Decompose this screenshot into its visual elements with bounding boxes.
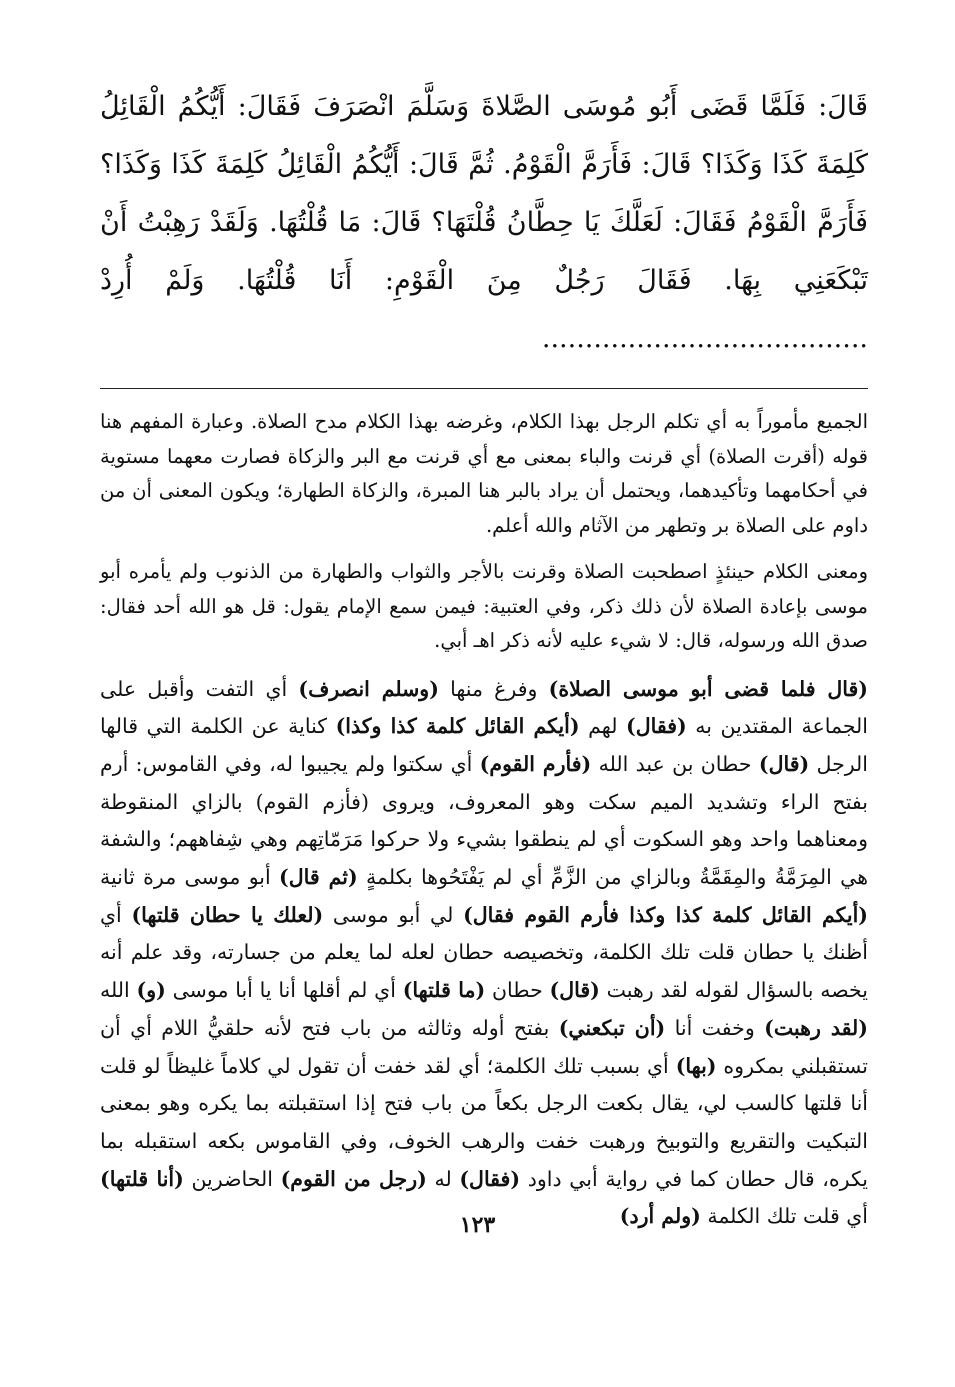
matn-quote: (أنا قلتها) bbox=[100, 1166, 184, 1191]
matn-quote: (ولم أرد) bbox=[619, 1204, 701, 1229]
matn-quote: (أيكم القائل كلمة كذا وكذا فأرم القوم فقال) bbox=[463, 902, 869, 927]
commentary-segment: له bbox=[426, 1166, 460, 1191]
commentary-segment: الحاضرين bbox=[183, 1166, 281, 1191]
footnote-paragraph-2: ومعنى الكلام حينئذٍ اصطحبت الصلاة وقرنت بالأجر والثواب والطهارة من الذنوب ولم يأمره أبو موسى بإعادة الصلاة لأن ذلك ذكر، وفي العتبية: فيمن سمع الإمام يقول: قل هو الله أحد فقال: صدق الله ورسوله، قال: لا شيء عليه لأنه ذكر اهـ أبي. bbox=[100, 560, 868, 652]
commentary-segment: أبو موسى مرة ثانية bbox=[100, 865, 280, 890]
footnote-separator bbox=[100, 388, 868, 389]
commentary-segment: وفرغ منها bbox=[438, 676, 549, 701]
book-page bbox=[100, 78, 868, 1338]
matn-quote: (وسلم انصرف) bbox=[298, 676, 439, 701]
matn-quote: (لقد رهبت) bbox=[764, 1015, 868, 1040]
commentary-segment: كناية عن الكلمة التي قالها الرجل bbox=[100, 714, 868, 776]
footnote-paragraph-1: الجميع مأموراً به أي تكلم الرجل بهذا الكلام، وغرضه بهذا الكلام مدح الصلاة. وعبارة المفهم هنا قوله (أقرت الصلاة) أي قرنت والباء بمعنى مع أي قرنت مع البر والزكاة فصارت معهما مستوية في أحكامهما وتأكيدهما، ويحتمل أن يراد بالبر هنا المبرة، والزكاة الطهارة؛ ويكون المعنى أن من داوم على الصلاة بر وتطهر من الآثام والله أعلم. bbox=[100, 410, 868, 537]
commentary-segment: وخفت أنا bbox=[665, 1015, 765, 1040]
commentary-segment: أي التفت وأقبل على الجماعة المقتدين به bbox=[100, 676, 869, 739]
commentary-segment: أي قلت تلك الكلمة bbox=[700, 1204, 868, 1229]
matn-quote: (فقال) bbox=[626, 714, 687, 739]
matn-quote: (قال فلما قضى أبو موسى الصلاة) bbox=[548, 676, 868, 701]
hadith-text: قَالَ: فَلَمَّا قَضَى أَبُو مُوسَى الصَّلاةَ وَسَلَّمَ انْصَرَفَ فَقَالَ: أَيُّكُمُ الْقَائِلُ كَلِمَةَ كَذَا وَكَذَا؟ قَالَ: فَأَرَمَّ الْقَوْمُ. ثُمَّ قَالَ: أَيُّكُمُ الْقَائِلُ كَلِمَةَ كَذَا وَكَذَا؟ فَأَرَمَّ الْقَوْمُ فَقَالَ: لَعَلَّكَ يَا حِطَّانُ قُلْتَهَا؟ قَالَ: مَا قُلْتُهَا. وَلَقَدْ رَهِبْتُ أَنْ تَبْكَعَنِي بِهَا. فَقَالَ رَجُلٌ مِنَ الْقَوْمِ: أَنَا قُلْتُهَا. وَلَمْ أُرِدْ ...................................... bbox=[100, 91, 868, 354]
commentary-segment: الله bbox=[100, 978, 137, 1003]
matn-quote: (فأرم القوم) bbox=[479, 751, 592, 776]
matn-quote: (ما قلتها) bbox=[402, 978, 486, 1003]
matn-quote: (فقال) bbox=[459, 1166, 521, 1191]
matn-quote: (قال) bbox=[758, 751, 810, 776]
matn-quote: (ثم قال) bbox=[279, 865, 358, 890]
matn-quote: (أن تبكعني) bbox=[558, 1015, 666, 1040]
matn-quote: (قال) bbox=[549, 978, 600, 1003]
matn-quote: (رجل من القوم) bbox=[280, 1166, 427, 1191]
matn-quote: (بها) bbox=[675, 1053, 717, 1078]
commentary-segment: حطان بن عبد الله bbox=[591, 751, 759, 776]
commentary-segment: لي أبو موسى bbox=[323, 902, 464, 927]
matn-quote: (أيكم القائل كلمة كذا وكذا) bbox=[335, 714, 580, 739]
page-number: ١٢٣ bbox=[459, 1212, 496, 1238]
matn-quote: (و) bbox=[136, 978, 166, 1003]
commentary-segment: أي أظنك يا حطان قلت تلك الكلمة، وتخصيصه حطان لعله لما يعلم من جسارته، وقد علم أنه يخصه بالسؤال لقوله لقد رهبت bbox=[100, 902, 868, 1003]
commentary-segment: حطان bbox=[485, 978, 550, 1003]
commentary-segment: أي بسبب تلك الكلمة؛ أي لقد خفت أن تقول لي كلاماً غليظاً لو قلت أنا قلتها كالسب لي، يقال بكعت الرجل بكعاً من باب فتح إذا استقبلته بما يكره وهو بمعنى التبكيت والتقريع والتوبيخ ورهبت خفت والرهب الخوف، وفي القاموس بكعه استقبله بما يكره، قال حطان كما في رواية أبي داود bbox=[100, 1053, 868, 1191]
commentary-segment: لهم bbox=[579, 714, 627, 739]
commentary-text bbox=[100, 671, 868, 1237]
matn-quote: (لعلك يا حطان قلتها) bbox=[131, 902, 324, 927]
commentary-segment: أي لم أقلها أنا يا أبا موسى bbox=[165, 978, 403, 1003]
commentary-segment: أي سكتوا ولم يجيبوا له، وفي القاموس: أرم بفتح الراء وتشديد الميم سكت وهو المعروف، ويروى (فأزم القوم) بالزاي المنقوطة ومعناهما واحد وهو السكوت أي لم ينطقوا بشيء ولا حركوا مَرَمّاتِهم وهي شِفاههم؛ والشفة هي المِرَمَّةُ والمِقَمَّةُ وبالزاي من الزَّمِّ أي لم يَفْتَحُوها بكلمةٍ bbox=[100, 751, 869, 890]
commentary-segment: بفتح أوله وثالثه من باب فتح لأنه حلقيُّ اللام أي أن تستقبلني بمكروه bbox=[100, 1015, 868, 1078]
